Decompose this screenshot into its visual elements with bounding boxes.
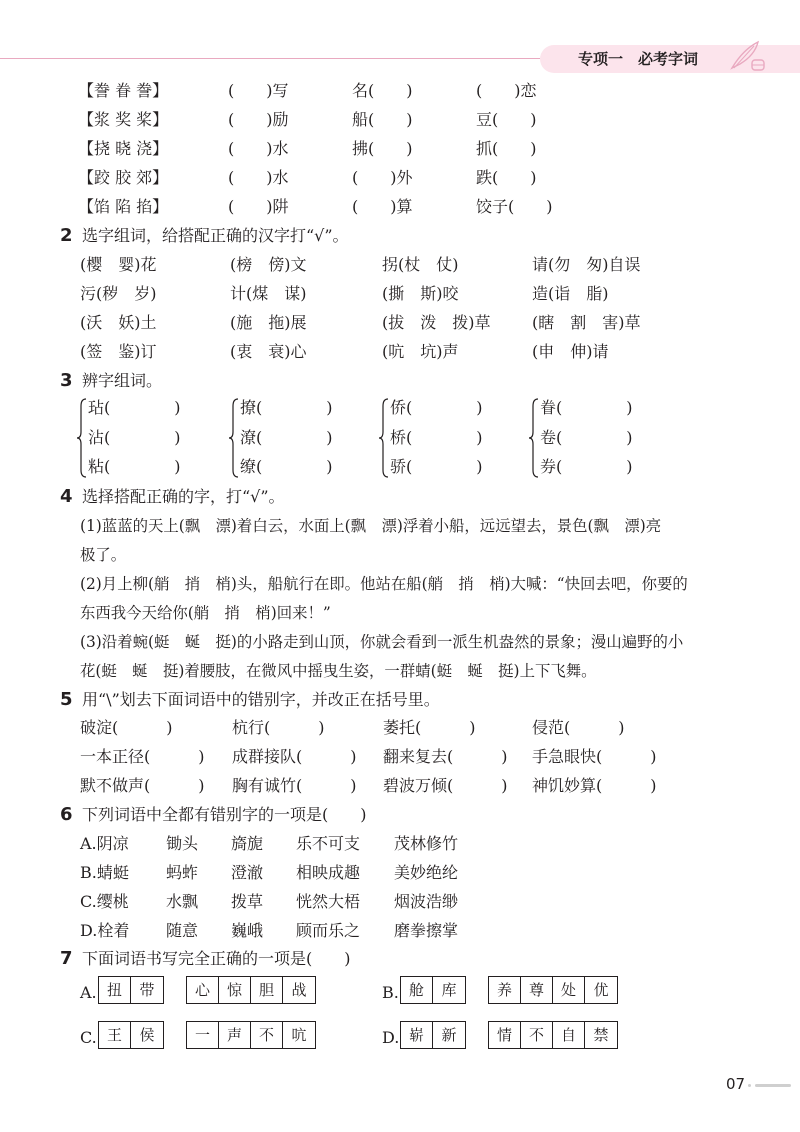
- char-box: 情: [489, 1022, 521, 1048]
- word-item: 卷( ): [540, 428, 633, 447]
- char-box: 养: [489, 977, 521, 1003]
- char-box: 惊: [219, 977, 251, 1003]
- word-box-group: [98, 976, 164, 1004]
- word-group-label: 【浆 奖 桨】: [78, 110, 169, 129]
- left-brace-icon: [229, 398, 239, 478]
- option-item: 水飘: [166, 892, 199, 911]
- passage-line: (2)月上柳(艄 捎 梢)头，船航行在即。他站在船(艄 捎 梢)大喊：“快回去吧，你要的: [80, 575, 688, 593]
- char-box: 自: [553, 1022, 585, 1048]
- blank-item: 豆( ): [476, 110, 537, 129]
- char-box: 优: [593, 981, 609, 999]
- question-title: 辨字组词。: [82, 371, 163, 390]
- word-item: 侵范( ): [532, 718, 625, 737]
- option-item: 蚂蚱: [166, 863, 199, 882]
- word-group-label: 【馅 陷 掐】: [78, 197, 169, 216]
- choice-item: (樱 婴)花: [80, 255, 157, 274]
- word-item: 成群接队( ): [232, 747, 357, 766]
- section-title: 专项一 必考字词: [578, 50, 699, 68]
- choice-item: 污(秽 岁): [80, 284, 157, 303]
- char-box: 库: [441, 981, 457, 999]
- choice-item: (撕 斯)咬: [382, 284, 459, 303]
- word-item: 一本正径( ): [80, 747, 205, 766]
- blank-item: ( )水: [228, 139, 289, 158]
- option-label: B.: [382, 983, 399, 1002]
- question-title: 选择搭配正确的字，打“√”。: [82, 487, 285, 506]
- blank-item: 名( ): [352, 81, 413, 100]
- char-box: 扭: [99, 977, 131, 1003]
- option-label: D.: [382, 1028, 400, 1047]
- char-box: 不: [251, 1022, 283, 1048]
- word-group-label: 【挠 晓 浇】: [78, 139, 169, 158]
- word-group-label: 【誊 眷 誊】: [78, 81, 169, 100]
- char-box: 吭: [291, 1026, 307, 1044]
- choice-item: (施 拖)展: [230, 313, 307, 332]
- char-box: 侯: [139, 1026, 155, 1044]
- blank-item: ( )写: [228, 81, 289, 100]
- option-item: C.缨桃: [80, 892, 129, 911]
- word-item: 桥( ): [390, 428, 483, 447]
- word-box-group: [98, 1021, 164, 1049]
- word-item: 杭行( ): [232, 718, 325, 737]
- char-box: 禁: [593, 1026, 609, 1044]
- blank-item: ( )算: [352, 197, 413, 216]
- word-item: 侨( ): [390, 398, 483, 417]
- char-box: 声: [219, 1022, 251, 1048]
- char-box: 胆: [251, 977, 283, 1003]
- word-item: 骄( ): [390, 457, 483, 476]
- char-box: 王: [99, 1022, 131, 1048]
- choice-item: 拐(杖 仗): [382, 255, 459, 274]
- option-label: C.: [80, 1028, 97, 1047]
- word-box-group: [400, 976, 466, 1004]
- choice-item: (拔 泼 拨)草: [382, 313, 491, 332]
- char-box: 舱: [401, 977, 433, 1003]
- choice-item: (吭 坑)声: [382, 342, 459, 361]
- option-item: A.阴凉: [80, 834, 129, 853]
- option-item: 随意: [166, 921, 199, 940]
- option-item: B.蜻蜓: [80, 863, 129, 882]
- word-box-group: [488, 1021, 618, 1049]
- choice-item: (衷 衰)心: [230, 342, 307, 361]
- choice-item: (沃 妖)土: [80, 313, 157, 332]
- blank-item: ( )外: [352, 168, 413, 187]
- char-box: 一: [187, 1022, 219, 1048]
- word-item: 胸有诚竹( ): [232, 776, 357, 795]
- blank-item: ( )励: [228, 110, 289, 129]
- char-box: 尊: [521, 977, 553, 1003]
- word-box-group: [400, 1021, 466, 1049]
- word-box-group: [186, 1021, 316, 1049]
- word-item: 券( ): [540, 457, 633, 476]
- blank-item: ( )恋: [476, 81, 537, 100]
- blank-item: 拂( ): [352, 139, 413, 158]
- question-title: 下面词语书写完全正确的一项是( ): [82, 949, 351, 968]
- feather-pen-icon: [728, 38, 768, 74]
- char-box: 战: [291, 981, 307, 999]
- choice-item: (榜 傍)文: [230, 255, 307, 274]
- question-number: 3: [60, 370, 73, 391]
- option-item: 锄头: [166, 834, 199, 853]
- left-brace-icon: [529, 398, 539, 478]
- word-item: 沾( ): [88, 428, 181, 447]
- char-box: 处: [553, 977, 585, 1003]
- choice-item: 造(诣 脂): [532, 284, 609, 303]
- word-item: 潦( ): [240, 428, 333, 447]
- question-number: 7: [60, 948, 73, 969]
- word-item: 撩( ): [240, 398, 333, 417]
- option-item: D.栓着: [80, 921, 130, 940]
- char-box: 带: [139, 981, 155, 999]
- page-rule: [755, 1084, 791, 1087]
- question-number: 4: [60, 486, 73, 507]
- option-item: 澄澈: [231, 863, 264, 882]
- question-number: 6: [60, 804, 73, 825]
- option-item: 恍然大梧: [296, 892, 361, 911]
- word-item: 破淀( ): [80, 718, 173, 737]
- question-title: 用“\”划去下面词语中的错别字，并改正在括号里。: [82, 690, 440, 709]
- passage-line: 东西我今天给你(艄 捎 梢)回来！”: [80, 604, 331, 622]
- word-item: 粘( ): [88, 457, 181, 476]
- choice-item: (签 鉴)订: [80, 342, 157, 361]
- left-brace-icon: [379, 398, 389, 478]
- word-box-group: [186, 976, 316, 1004]
- word-box-group: [488, 976, 618, 1004]
- option-item: 茂林修竹: [394, 834, 459, 853]
- word-item: 碧波万倾( ): [383, 776, 508, 795]
- question-number: 2: [60, 225, 73, 246]
- passage-line: (3)沿着蜿(蜓 蜒 挺)的小路走到山顶，你就会看到一派生机盎然的景象；漫山遍野的小: [80, 633, 684, 651]
- passage-line: 极了。: [80, 546, 127, 564]
- option-item: 磨拳擦掌: [394, 921, 459, 940]
- word-item: 缭( ): [240, 457, 333, 476]
- passage-line: 花(蜓 蜒 挺)着腰肢，在微风中摇曳生姿，一群蜻(蜓 蜒 挺)上下飞舞。: [80, 662, 597, 680]
- word-item: 翻来复去( ): [383, 747, 508, 766]
- left-brace-icon: [77, 398, 87, 478]
- option-item: 拨草: [231, 892, 264, 911]
- word-item: 默不做声( ): [80, 776, 205, 795]
- page-number: 07: [726, 1075, 746, 1093]
- blank-item: 跌( ): [476, 168, 537, 187]
- choice-item: 请(勿 匆)自误: [532, 255, 641, 274]
- option-label: A.: [80, 983, 97, 1002]
- choice-item: 计(煤 谋): [230, 284, 307, 303]
- blank-item: 船( ): [352, 110, 413, 129]
- blank-item: ( )阱: [228, 197, 289, 216]
- blank-item: 饺子( ): [476, 197, 553, 216]
- word-group-label: 【跤 胶 郊】: [78, 168, 169, 187]
- option-item: 相映成趣: [296, 863, 361, 882]
- choice-item: (申 伸)请: [532, 342, 609, 361]
- char-box: 心: [187, 977, 219, 1003]
- passage-line: (1)蓝蓝的天上(飘 漂)着白云，水面上(飘 漂)浮着小船，远远望去，景色(飘 漂)亮: [80, 517, 662, 535]
- word-item: 眷( ): [540, 398, 633, 417]
- char-box: 新: [441, 1026, 457, 1044]
- question-number: 5: [60, 689, 73, 710]
- option-item: 乐不可支: [296, 834, 361, 853]
- blank-item: 抓( ): [476, 139, 537, 158]
- char-box: 不: [521, 1022, 553, 1048]
- question-title: 下列词语中全都有错别字的一项是( ): [82, 805, 367, 824]
- blank-item: ( )水: [228, 168, 289, 187]
- header-rule: [0, 58, 540, 59]
- choice-item: (瞎 割 害)草: [532, 313, 641, 332]
- option-item: 旖旎: [231, 834, 264, 853]
- word-item: 手急眼快( ): [532, 747, 657, 766]
- option-item: 巍峨: [231, 921, 264, 940]
- word-item: 神饥妙算( ): [532, 776, 657, 795]
- page-dot: [748, 1084, 751, 1087]
- word-item: 萎托( ): [383, 718, 476, 737]
- char-box: 崭: [401, 1022, 433, 1048]
- question-title: 选字组词，给搭配正确的汉字打“√”。: [82, 226, 349, 245]
- word-item: 玷( ): [88, 398, 181, 417]
- option-item: 美妙绝纶: [394, 863, 459, 882]
- option-item: 烟波浩缈: [394, 892, 459, 911]
- option-item: 顾而乐之: [296, 921, 361, 940]
